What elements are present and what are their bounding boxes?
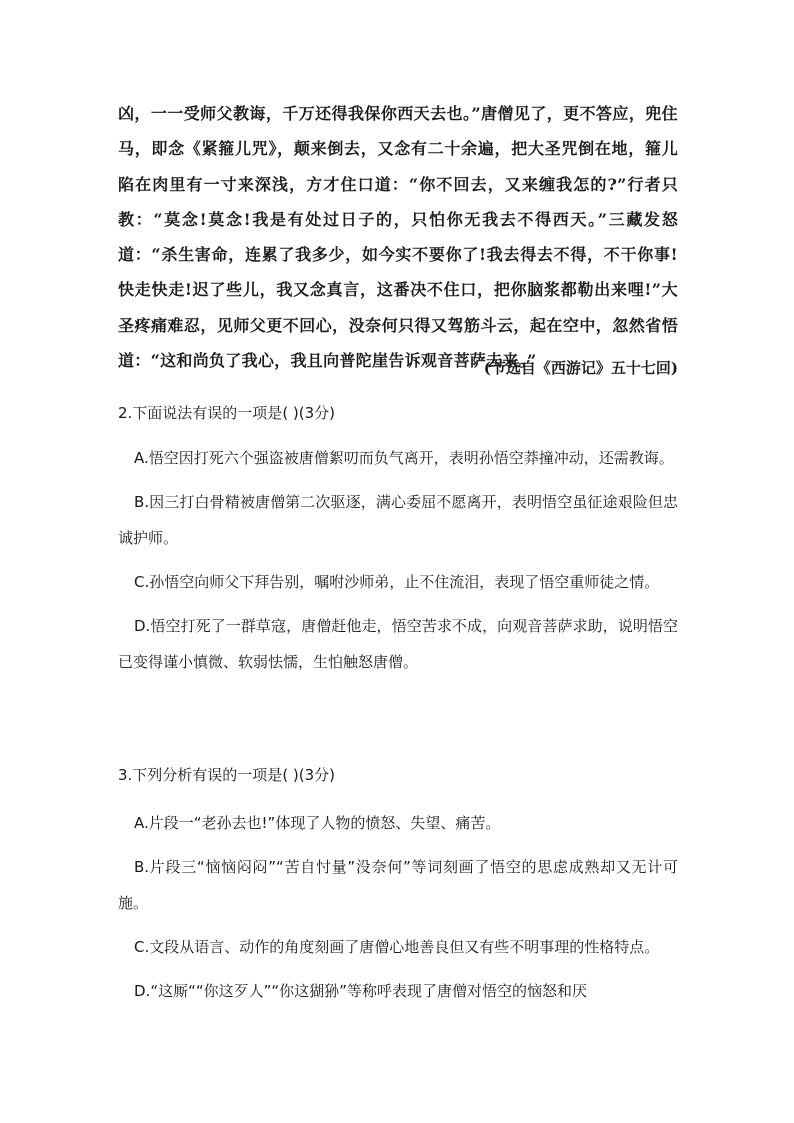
question-2-option-a: A.悟空因打死六个强盗被唐僧絮叨而负气离开，表明孙悟空莽撞冲动，还需教诲。: [134, 449, 674, 467]
passage-source: (节选自《西游记》五十七回): [483, 359, 678, 377]
question-3-title: 3.下列分析有误的一项是( )(3分): [118, 766, 336, 784]
novel-excerpt-passage: [118, 96, 678, 378]
question-2-option-b: B.因三打白骨精被唐僧第二次驱逐，满心委屈不愿离开，表明悟空虽征途艰险但忠诚护师。: [118, 493, 678, 547]
question-2-option-c: C.孙悟空向师父下拜告别，嘱咐沙师弟，止不住流泪，表现了悟空重师徒之情。: [134, 573, 660, 591]
question-3-option-a: A.片段一“老孙去也!”体现了人物的愤怒、失望、痛苦。: [134, 814, 501, 832]
question-3-option-c: C.文段从语言、动作的角度刻画了唐僧心地善良但又有些不明事理的性格特点。: [134, 938, 660, 956]
question-3-option-b: B.片段三“恼恼闷闷”“苦自忖量”没奈何”等词刻画了悟空的思虑成熟却又无计可施。: [118, 858, 678, 912]
question-3-option-d: D.“这厮““你这歹人”“你这猢狲”等称呼表现了唐僧对悟空的恼怒和厌: [134, 982, 587, 1000]
question-2-option-d: D.悟空打死了一群草寇，唐僧赶他走，悟空苦求不成，向观音菩萨求助，说明悟空已变得谨小慎微、软弱怯懦，生怕触怒唐僧。: [118, 617, 678, 671]
question-2: [118, 402, 678, 680]
question-3: [118, 764, 678, 1009]
question-2-title: 2.下面说法有误的一项是( )(3分): [118, 404, 336, 422]
passage-text: 凶，一一受师父教诲，千万还得我保你西天去也。”唐僧见了，更不答应，兜住马，即念《紧箍儿咒》，颠来倒去，又念有二十余遍，把大圣咒倒在地，箍儿陷在肉里有一寸来深浅，方才住口道：“你不回去，又来缠我怎的?”行者只教：“莫念!莫念!我是有处过日子的，只怕你无我去不得西天。”三藏发怒道：“杀生害命，连累了我多少，如今实不要你了!我去得去不得，不干你事!快走快走!迟了些儿，我又念真言，这番决不住口，把你脑浆都勒出来哩!”大圣疼痛难忍，见师父更不回心，没奈何只得又驾筋斗云，起在空中，忽然省悟道：“这和尚负了我心，我且向普陀崖告诉观音菩萨去来。”: [118, 104, 678, 371]
